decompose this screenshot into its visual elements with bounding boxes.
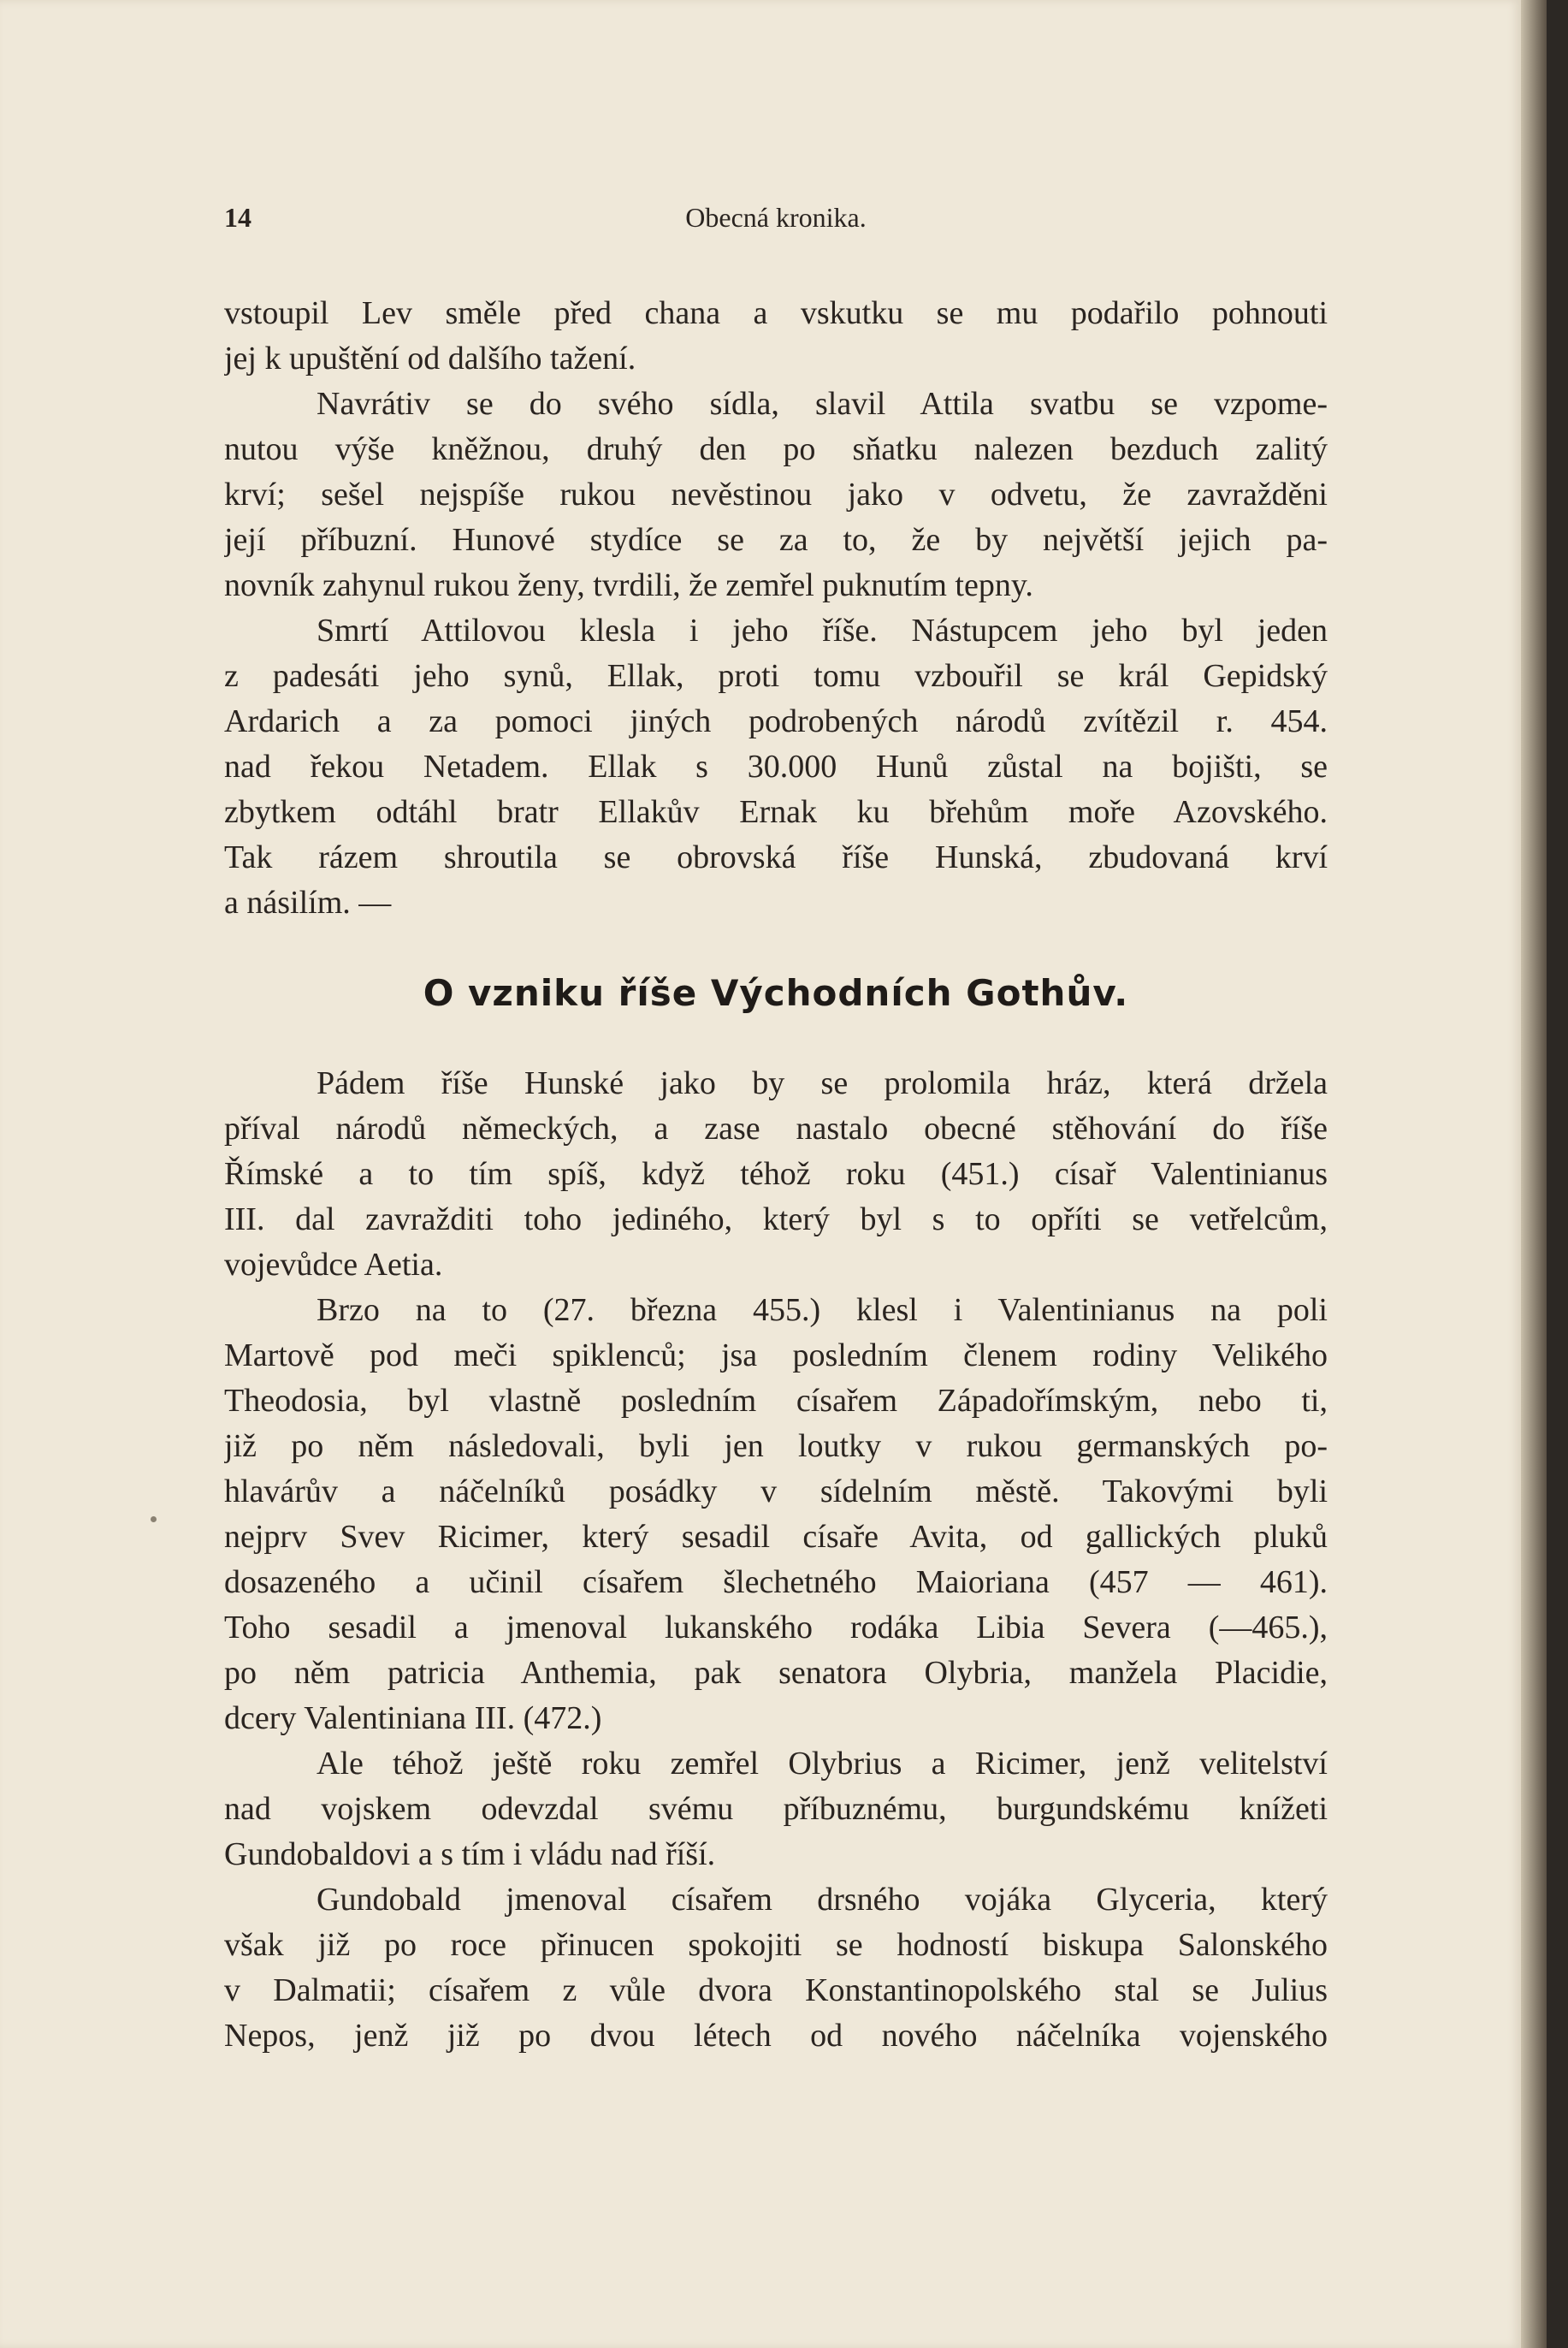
text-line: krví; sešel nejspíše rukou nevěstinou jako v odvetu, že zavražděni	[224, 477, 1328, 513]
running-title: Obecná kronika.	[685, 202, 867, 233]
text-line: Martově pod meči spiklenců; jsa posledním členem rodiny Velikého	[224, 1337, 1328, 1373]
text-line: zbytkem odtáhl bratr Ellakův Ernak ku břehům moře Azovského.	[224, 794, 1328, 830]
text-line: nejprv Svev Ricimer, který sesadil císaře Avita, od gallických pluků	[224, 1519, 1328, 1555]
text-line: Ale téhož ještě roku zemřel Olybrius a Ricimer, jenž velitelství	[317, 1746, 1328, 1782]
text-line: Ardarich a za pomoci jiných podrobených národů zvítězil r. 454.	[224, 703, 1328, 739]
text-line: nutou výše kněžnou, druhý den po sňatku nalezen bezduch zalitý	[224, 431, 1328, 467]
text-line: však již po roce přinucen spokojiti se hodností biskupa Salonského	[224, 1927, 1328, 1963]
text-line: Gundobaldovi a s tím i vládu nad říší.	[224, 1836, 716, 1872]
text-line: v Dalmatii; císařem z vůle dvora Konstantinopolského stal se Julius	[224, 1972, 1328, 2008]
scan-edge	[1547, 0, 1568, 2348]
text-line: již po něm následovali, byli jen loutky v rukou germanských po-	[224, 1428, 1328, 1464]
text-line: Římské a to tím spíš, když téhož roku (451.) císař Valentinianus	[224, 1156, 1328, 1192]
text-line: nad řekou Netadem. Ellak s 30.000 Hunů zůstal na bojišti, se	[224, 749, 1328, 785]
text-line: hlavárův a náčelníků posádky v sídelním městě. Takovými byli	[224, 1473, 1328, 1509]
text-line: dosazeného a učinil císařem šlechetného Maioriana (457 — 461).	[224, 1564, 1328, 1600]
margin-speck	[151, 1516, 157, 1522]
text-line: a násilím. —	[224, 885, 392, 921]
page-number: 14	[224, 202, 251, 233]
text-line: jej k upuštění od dalšího tažení.	[224, 341, 636, 377]
text-line: z padesáti jeho synů, Ellak, proti tomu vzbouřil se král Gepidský	[224, 658, 1328, 694]
text-line: vstoupil Lev směle před chana a vskutku se mu podařilo pohnouti	[224, 295, 1328, 331]
text-line: novník zahynul rukou ženy, tvrdili, že zemřel puknutím tepny.	[224, 567, 1033, 603]
text-line: vojevůdce Aetia.	[224, 1247, 443, 1283]
text-line: Brzo na to (27. března 455.) klesl i Valentinianus na poli	[317, 1292, 1328, 1328]
text-line: Toho sesadil a jmenoval lukanského rodáka Libia Severa (—465.),	[224, 1610, 1328, 1645]
body-text	[224, 291, 1328, 2059]
text-line: Navrátiv se do svého sídla, slavil Attila svatbu se vzpome-	[317, 386, 1328, 422]
text-line: Nepos, jenž již po dvou létech od nového náčelníka vojenského	[224, 2018, 1328, 2054]
text-line: Tak rázem shroutila se obrovská říše Hunská, zbudovaná krví	[224, 839, 1328, 875]
text-line: Smrtí Attilovou klesla i jeho říše. Nástupcem jeho byl jeden	[317, 613, 1328, 649]
text-line: Theodosia, byl vlastně posledním císařem Západořímským, nebo ti,	[224, 1383, 1328, 1419]
text-line: její příbuzní. Hunové stydíce se za to, že by největší jejich pa-	[224, 522, 1328, 558]
text-line: Gundobald jmenoval císařem drsného vojáka Glyceria, který	[317, 1882, 1328, 1918]
text-line: po něm patricia Anthemia, pak senatora Olybria, manžela Placidie,	[224, 1655, 1328, 1691]
binding-shadow	[1521, 0, 1547, 2348]
text-line: III. dal zavražditi toho jediného, který byl s to opříti se vetřelcům,	[224, 1201, 1328, 1237]
section-heading: O vzniku říše Východních Gothův.	[423, 972, 1129, 1014]
text-line: dcery Valentiniana III. (472.)	[224, 1700, 602, 1736]
text-line: příval národů německých, a zase nastalo obecné stěhování do říše	[224, 1111, 1328, 1147]
running-head	[224, 202, 1328, 245]
text-line: nad vojskem odevzdal svému příbuznému, burgundskému knížeti	[224, 1791, 1328, 1827]
text-line: Pádem říše Hunské jako by se prolomila hráz, která držela	[317, 1065, 1328, 1101]
